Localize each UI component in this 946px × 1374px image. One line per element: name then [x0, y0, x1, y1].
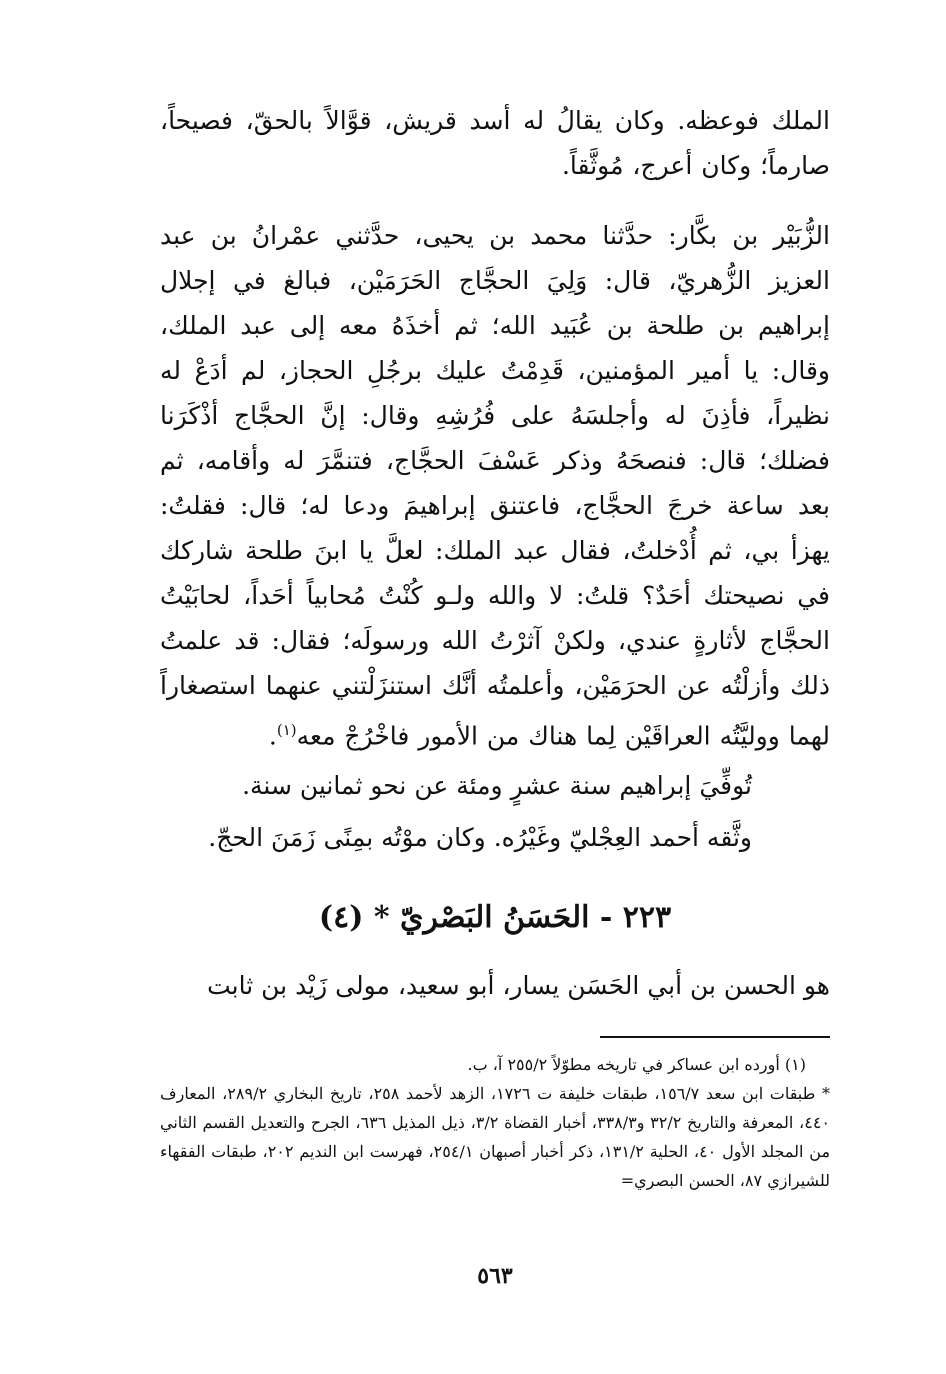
- footnotes: [160, 1050, 830, 1195]
- paragraph-2-body: [160, 213, 830, 758]
- page-number: ٥٦٣: [477, 1263, 513, 1289]
- footnote-divider: [600, 1036, 830, 1038]
- death-note: تُوفِّيَ إبراهيم سنة عشرٍ ومئة عن نحو ثمانين سنة.: [242, 771, 752, 800]
- paragraph-1: [160, 98, 830, 188]
- paragraph-1-text: الملك فوعظه. وكان يقالُ له أسد قريش، قوَّالاً بالحقّ، فصيحاً، صارماً؛ وكان أعرج، مُوثَّقاً.: [160, 106, 830, 180]
- paragraph-2-end: .: [268, 721, 277, 751]
- trust-note: وثَّقه أحمد العِجْليّ وغَيْرُه. وكان موْتُه بمِنًى زَمَنَ الحجّ.: [208, 823, 752, 852]
- paragraph-2: [160, 213, 830, 758]
- footnote-2: * طبقات ابن سعد ١٥٦/٧، طبقات خليفة ت ١٧٢٦، الزهد لأحمد ٢٥٨، تاريخ البخاري ٢٨٩/٢، المعارف ٤٤٠، المعرفة والتاريخ ٣٢/٢ و٣٣٨/٣، أخبار القضاة ٣/٢، ذيل المذيل ٦٣٦، الجرح والتعديل القسم الثاني من المجلد الأول ٤٠، الحلية ١٣١/٢، ذكر أخبار أصبهان ٢٥٤/١، فهرست ابن النديم ٢٠٢، طبقات الفقهاء للشيرازي ٨٧، الحسن البصري=: [160, 1084, 831, 1190]
- footnote-1: (١) أورده ابن عساكر في تاريخه مطوّلاً ٢٥٥/٢ آ، ب.: [467, 1055, 806, 1074]
- death-and-trust-notes: [160, 760, 830, 864]
- footnote-ref-1: (١): [276, 721, 297, 739]
- paragraph-3: هو الحسن بن أبي الحَسَن يسار، أبو سعيد، مولى زَيْد بن ثابت: [207, 971, 830, 1000]
- paragraph-2-text: الزُّبَيْر بن بكَّار: حدَّثنا محمد بن يحيى، حدَّثني عمْرانُ بن عبد العزيز الزُّهريّ، قال: وَلِيَ الحجَّاج الحَرَمَيْن، فبالغ في إجلال إبراهيم بن طلحة بن عُبَيد الله؛ ثم أخذَهُ معه إلى عبد الملك، وقال: يا أمير المؤمنين، قَدِمْتُ عليك برجُلِ الحجاز، لم أدَعْ له نظيراً، فأذِنَ له وأجلسَهُ على فُرُشِهِ وقال: إنَّ الحجَّاج أذْكَرَنا فضلك؛ قال: فنصحَهُ وذكر عَسْفَ الحجَّاج، فتنمَّرَ له وأقامه، ثم بعد ساعة خرجَ الحجَّاج، فاعتنق إبراهيمَ ودعا له؛ قال: فقلتُ: يهزأ بي، ثم أُدْخلتُ، فقال عبد الملك: لعلَّ يا ابنَ طلحة شاركك في نصيحتك أحَدٌ؟ قلتُ: لا والله ولـو كُنْتُ مُحابياً أحَداً، لحابَيْتُ الحجَّاج لأثارةٍ عندي، ولكنْ آثرْتُ الله ورسولَه؛ فقال: قد علمتُ ذلك وأزلْتُه عن الحرَمَيْن، وأعلمتُه أنَّك استنزَلْتني عنهما استصغاراً لهما ووليَّتُه العراقَيْن لِما هناك من الأمور فاخْرُجْ معه: [160, 221, 830, 751]
- section-heading: ٢٢٣ - الحَسَنُ البَصْريّ * (٤): [318, 900, 672, 935]
